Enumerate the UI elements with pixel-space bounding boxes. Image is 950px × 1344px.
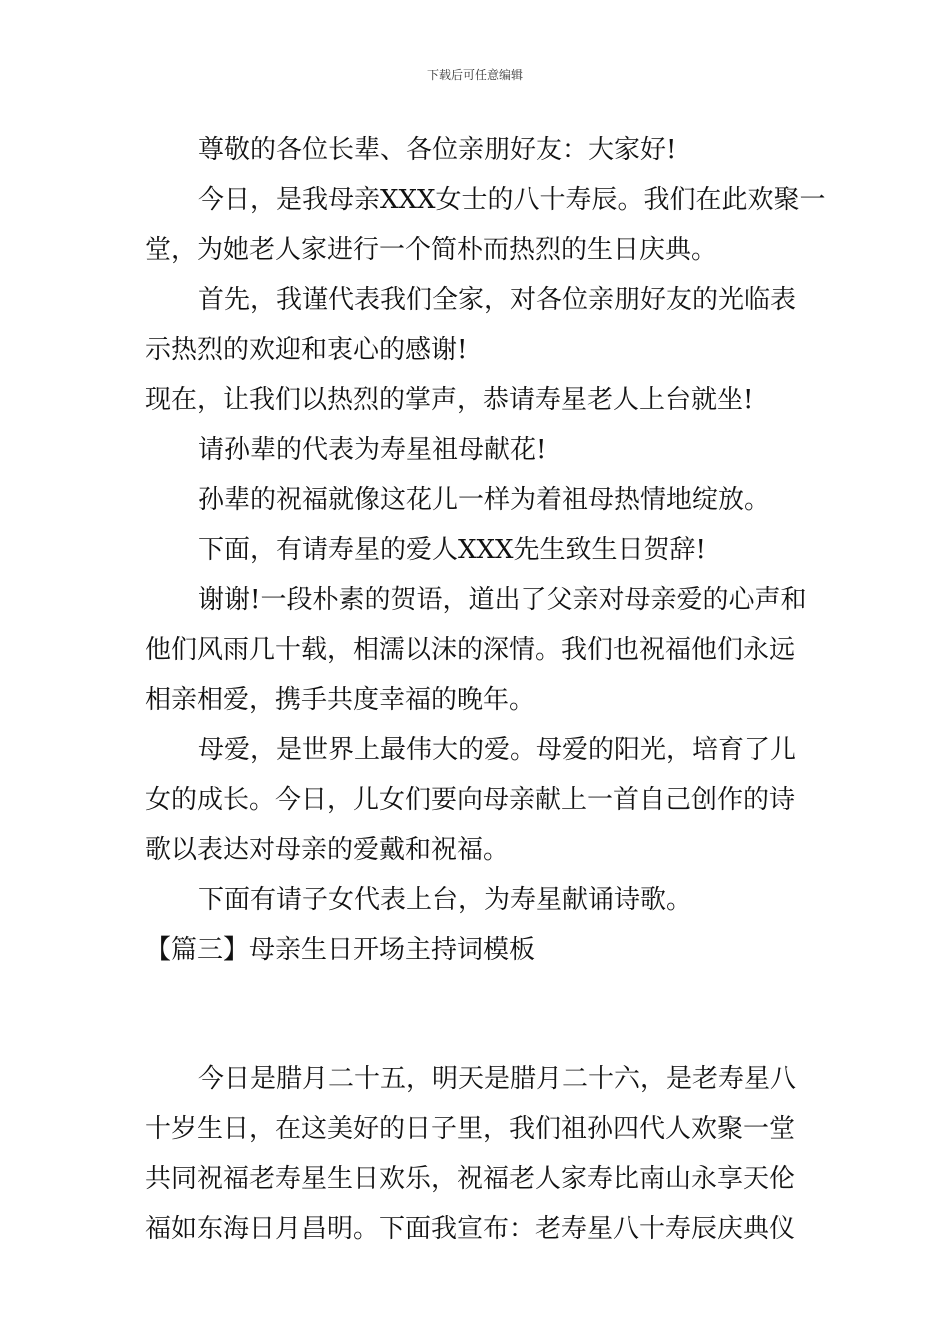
- text-line: 他们风雨几十载，相濡以沫的深情。我们也祝福他们永远: [145, 635, 796, 665]
- document-body: [145, 125, 826, 1254]
- text-line: 下面，有请寿星的爱人XXX先生致生日贺辞!: [198, 535, 706, 565]
- text-line: 共同祝福老寿星生日欢乐，祝福老人家寿比南山永享天伦: [145, 1164, 796, 1194]
- text-line: 十岁生日，在这美好的日子里，我们祖孙四代人欢聚一堂: [145, 1114, 796, 1144]
- text-line: 下面有请子女代表上台，为寿星献诵诗歌。: [198, 885, 693, 915]
- text-line: 孙辈的祝福就像这花儿一样为着祖母热情地绽放。: [198, 485, 771, 515]
- text-line: 首先，我谨代表我们全家，对各位亲朋好友的光临表: [198, 285, 797, 315]
- text-line: 示热烈的欢迎和衷心的感谢!: [145, 335, 468, 365]
- text-line: 母爱，是世界上最伟大的爱。母爱的阳光，培育了儿: [198, 735, 797, 765]
- text-line: 谢谢!一段朴素的贺语，道出了父亲对母亲爱的心声和: [198, 585, 807, 615]
- section-heading: 【篇三】母亲生日开场主持词模板: [145, 935, 536, 965]
- text-line: 歌以表达对母亲的爱戴和祝福。: [145, 835, 510, 865]
- text-line: 今日是腊月二十五，明天是腊月二十六，是老寿星八: [198, 1064, 797, 1094]
- text-line: 福如东海日月昌明。下面我宣布：老寿星八十寿辰庆典仪: [145, 1214, 796, 1244]
- section-spacer: [145, 975, 807, 1054]
- greeting-line: 尊敬的各位长辈、各位亲朋好友：大家好!: [198, 135, 677, 165]
- text-line: 现在，让我们以热烈的掌声，恭请寿星老人上台就坐!: [145, 385, 754, 415]
- text-line: 请孙辈的代表为寿星祖母献花!: [198, 435, 547, 465]
- text-line: 今日，是我母亲XXX女士的八十寿辰。我们在此欢聚一: [198, 185, 826, 215]
- text-line: 女的成长。今日，儿女们要向母亲献上一首自己创作的诗: [145, 785, 796, 815]
- page-header: 下载后可任意编辑: [426, 68, 523, 82]
- text-line: 堂，为她老人家进行一个简朴而热烈的生日庆典。: [145, 235, 718, 265]
- text-line: 相亲相爱，携手共度幸福的晚年。: [145, 685, 536, 715]
